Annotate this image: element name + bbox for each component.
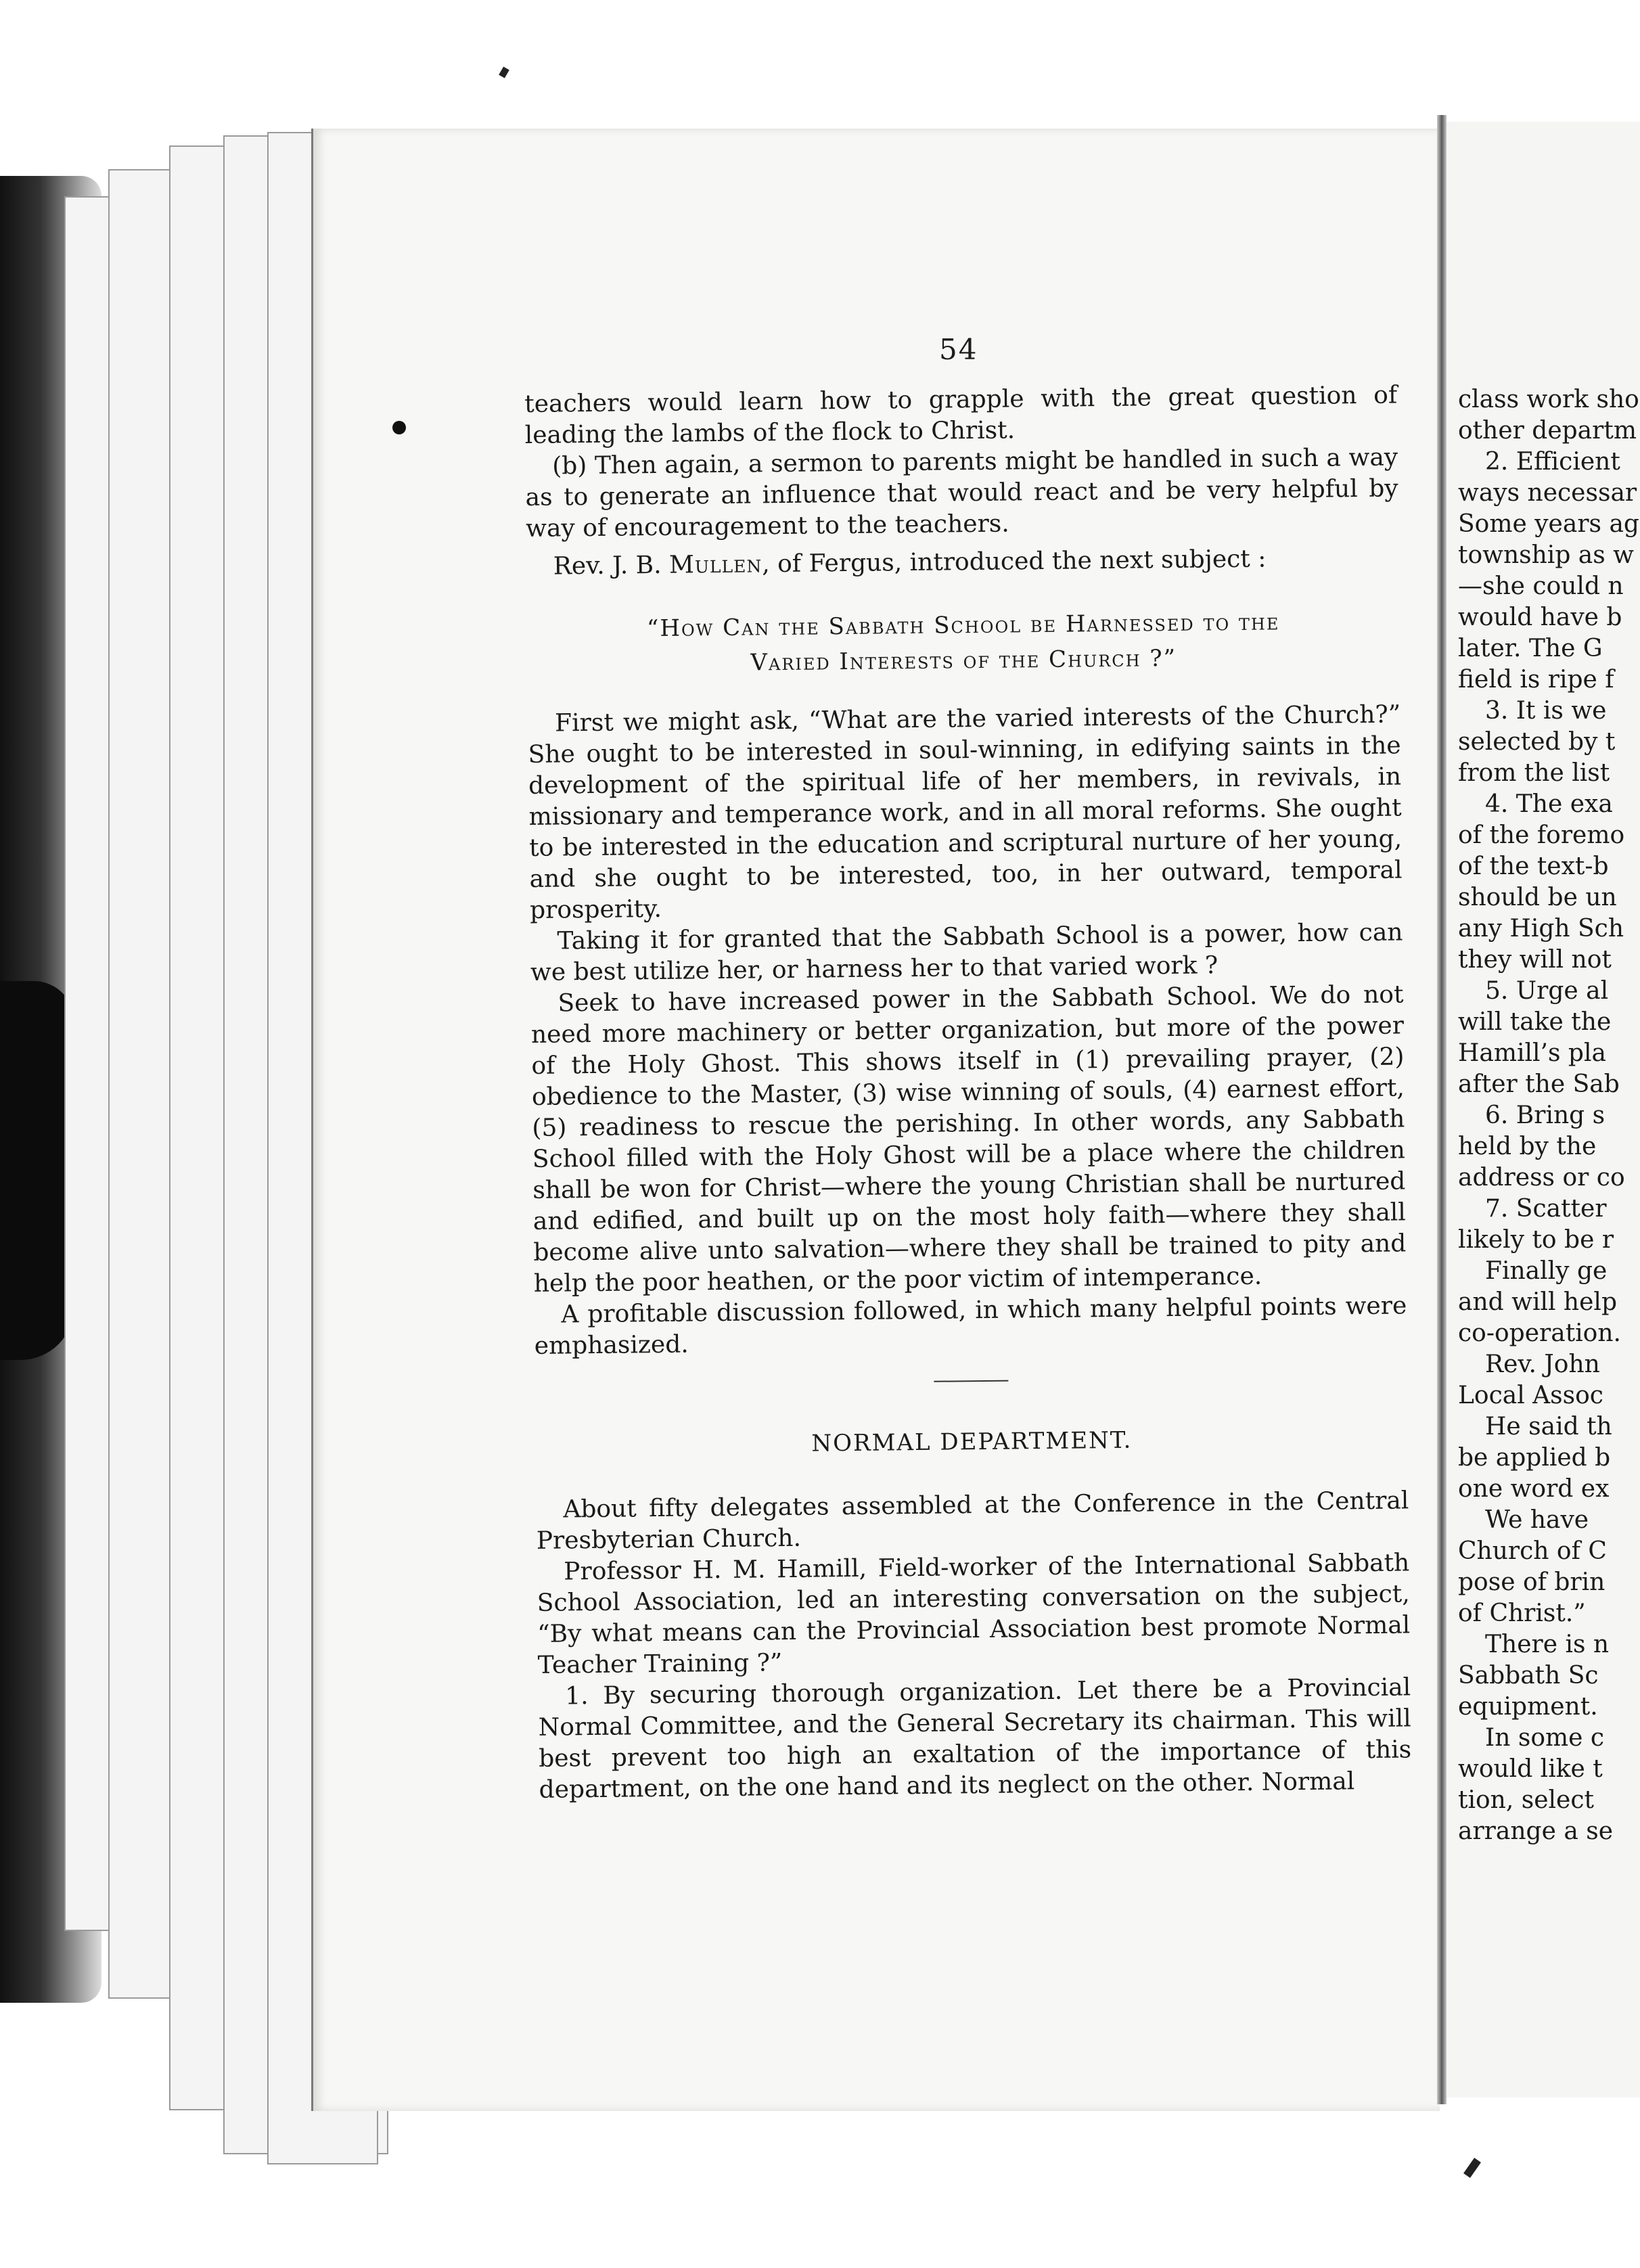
right-page-line: arrange a se — [1458, 1817, 1614, 1845]
right-page-line: In some c — [1485, 1724, 1605, 1752]
right-page-line: of the text-b — [1458, 853, 1609, 880]
right-page-line: would like t — [1458, 1755, 1603, 1783]
paragraph: 1. By securing thorough organization. Let there be a Provincial Normal Committee, and the General Secretary its chairman. This will best prevent too high an exaltation of the importance of this department, on the one hand and its neglect on the other. Normal — [538, 1673, 1412, 1804]
right-page-line: held by the — [1458, 1133, 1597, 1160]
speck — [1463, 2158, 1481, 2178]
right-page-line: 2. Efficient — [1485, 448, 1620, 476]
right-page-line: be applied b — [1458, 1444, 1611, 1472]
right-page-line: should be un — [1458, 884, 1617, 911]
right-page-line: would have b — [1458, 604, 1622, 631]
right-page-line: any High Sch — [1458, 915, 1624, 943]
paragraph: A profitable discussion followed, in which many helpful points were emphasized. — [534, 1292, 1407, 1360]
speaker-suffix: , of Fergus, introduced the next subject : — [762, 545, 1267, 579]
right-page-line: they will not — [1458, 946, 1612, 974]
right-page-line: will take the — [1458, 1008, 1612, 1036]
right-page-line: Local Assoc — [1458, 1382, 1603, 1409]
right-page-line: Rev. John — [1485, 1351, 1600, 1378]
left-page-text — [524, 380, 1412, 1805]
right-page-line: other departm — [1458, 417, 1637, 445]
right-page-line: class work sho — [1458, 386, 1639, 413]
right-page-line: 7. Scatter — [1485, 1195, 1607, 1223]
right-page-line: 4. The exa — [1485, 790, 1613, 818]
right-page-line: after the Sab — [1458, 1070, 1620, 1098]
right-page-line: selected by t — [1458, 728, 1616, 756]
subject-heading-line2: Varied Interests of the Church ?” — [750, 644, 1177, 677]
paragraph: Taking it for granted that the Sabbath School is a power, how can we best utilize her, or harness her to that varied work ? — [530, 918, 1403, 986]
paragraph: First we might ask, “What are the varied interests of the Church?” She ought to be interested in soul-winning, in edifying saints in the development of the spiritual life of her members, in revivals, in missionary and temperance work, and in all moral reforms. She ought to be interested in the education and scriptural nurture of her young, and she ought to be interested, too, in her outward, temporal prosperity. — [528, 700, 1403, 924]
right-page-line: He said th — [1485, 1413, 1612, 1441]
right-page-line: address or co — [1458, 1164, 1625, 1192]
right-page-line: equipment. — [1458, 1693, 1598, 1721]
right-page-line: 3. It is we — [1485, 697, 1607, 725]
right-page-line: later. The G — [1458, 635, 1603, 662]
section-divider — [934, 1380, 1008, 1382]
right-page-line: 6. Bring s — [1485, 1102, 1605, 1129]
paragraph: teachers would learn how to grapple with the great question of leading the lambs of the flock to Christ. — [524, 381, 1398, 449]
right-page-line: likely to be r — [1458, 1226, 1614, 1254]
subject-heading-line1: “How Can the Sabbath School be Harnessed to the — [646, 608, 1280, 643]
book-gutter — [1437, 115, 1447, 2104]
paragraph: About fifty delegates assembled at the Conference in the Central Presbyterian Church. — [536, 1487, 1409, 1555]
section-title: NORMAL DEPARTMENT. — [811, 1426, 1133, 1457]
paragraph: Professor H. M. Hamill, Field-worker of the International Sabbath School Association, led an interesting conversation on the subject, “By what means can the Provincial Association best promote Normal Teacher Training ?” — [537, 1549, 1411, 1679]
right-page-line: Finally ge — [1485, 1257, 1608, 1285]
right-page-line: There is n — [1485, 1631, 1610, 1658]
subject-heading — [526, 603, 1400, 683]
right-page-line: Church of C — [1458, 1537, 1607, 1565]
speck — [499, 66, 509, 78]
right-page-line: Sabbath Sc — [1458, 1662, 1599, 1689]
right-page-line: and will help — [1458, 1288, 1617, 1316]
right-page-line: We have — [1485, 1506, 1589, 1534]
page-number: 54 — [939, 333, 978, 366]
right-page-line: of Christ.” — [1458, 1600, 1586, 1627]
right-page-line: 5. Urge al — [1485, 977, 1609, 1005]
paragraph: Seek to have increased power in the Sabbath School. We do not need more machinery or better organization, but more of the power of the Holy Ghost. This shows itself in (1) prevailing prayer, (2) obedience to the Master, (3) wise winning of souls, (4) earnest effort, (5) readiness to rescue the perishing. In other words, any Sabbath School filled with the Holy Ghost will be a place where the children shall be won for Christ—where the young Christian shall be nurtured and edified, and built up on the most holy faith—where they shall become alive unto salvation—where they shall be trained to pity and help the poor heathen, or the poor victim of intemperance. — [530, 980, 1407, 1298]
right-page-line: Some years ag — [1458, 510, 1639, 538]
dark-shadow — [0, 981, 74, 1360]
right-page-line: co-operation. — [1458, 1319, 1621, 1347]
right-page-text — [1458, 384, 1640, 1847]
speaker-prefix: Rev. J. B. — [553, 551, 670, 581]
right-page-line: Hamill’s pla — [1458, 1039, 1606, 1067]
right-page-line: one word ex — [1458, 1475, 1610, 1503]
right-page-line: pose of brin — [1458, 1568, 1605, 1596]
paragraph: (b) Then again, a sermon to parents might be handled in such a way as to generate an influence that would react and be very helpful by way of encouragement to the teachers. — [525, 443, 1398, 543]
right-page-line: tion, select — [1458, 1786, 1594, 1814]
right-page-line: —she could n — [1458, 572, 1624, 600]
right-page-line: of the foremo — [1458, 821, 1625, 849]
right-page-line: ways necessar — [1458, 479, 1637, 507]
right-page-line: township as w — [1458, 541, 1634, 569]
speaker-intro — [526, 542, 1399, 583]
binding-hole — [392, 421, 406, 434]
right-page-line: field is ripe f — [1458, 666, 1614, 694]
right-page-line: from the list — [1458, 759, 1610, 787]
speaker-name: Mullen — [668, 550, 762, 579]
